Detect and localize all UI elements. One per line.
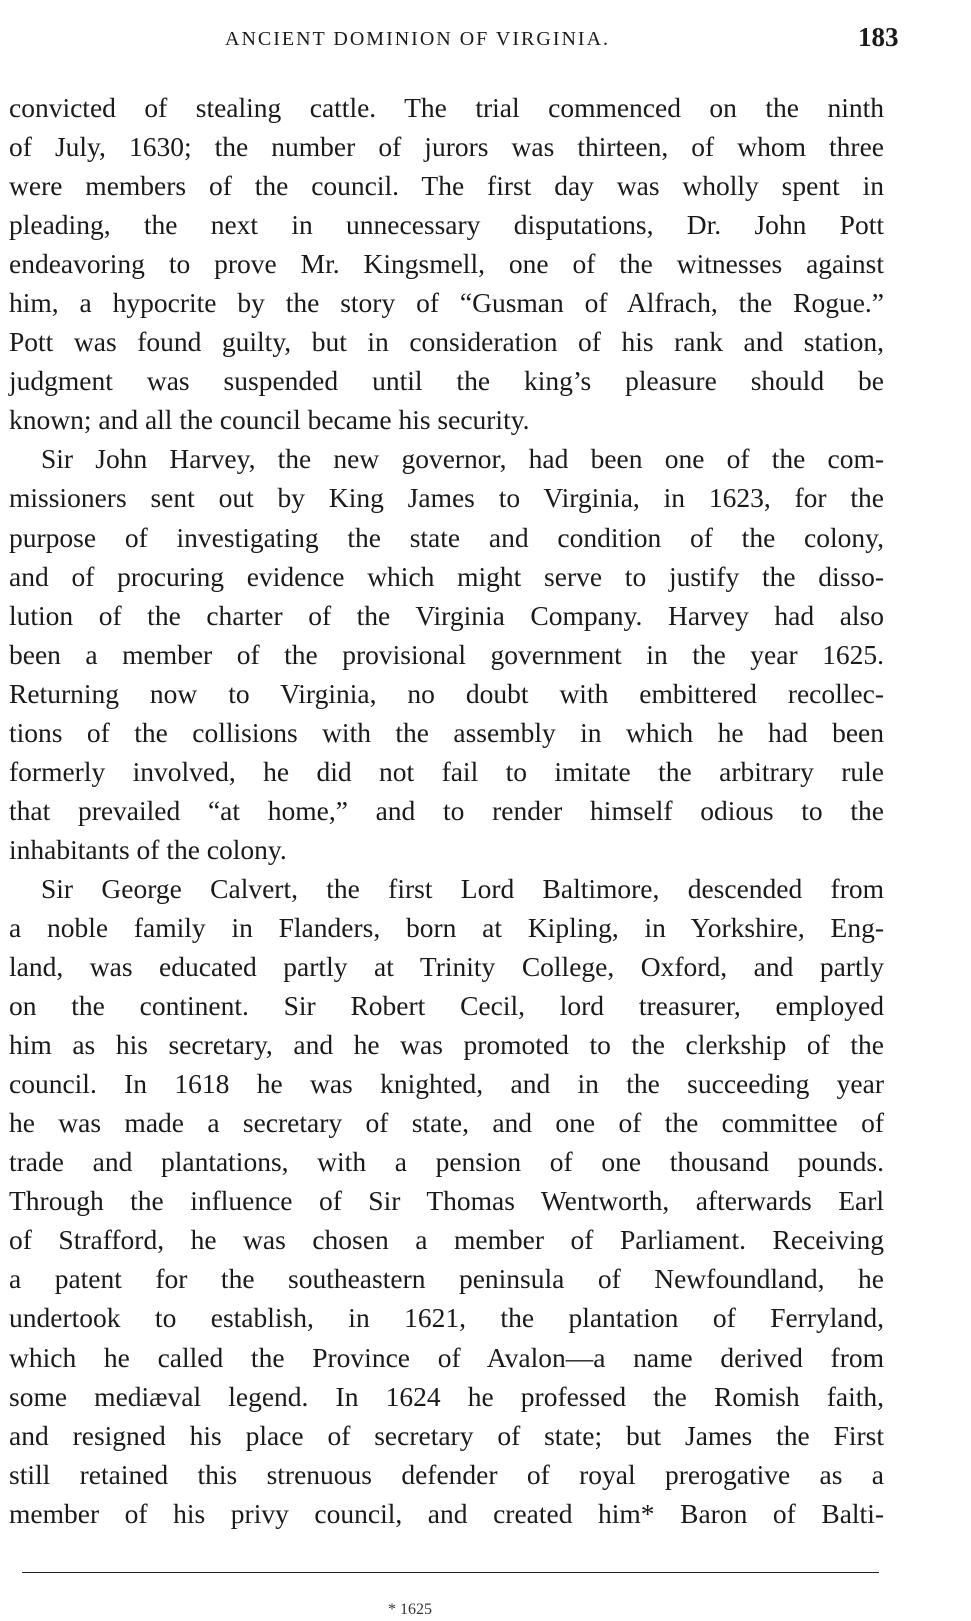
footnote-rule: [22, 1572, 879, 1573]
running-title: ANCIENT DOMINION OF VIRGINIA.: [225, 28, 611, 50]
text-line: endeavoring to prove Mr. Kingsmell, one of the witnesses against: [9, 248, 884, 280]
text-line: which he called the Province of Avalon—a name derived from: [9, 1341, 884, 1373]
text-line: trade and plantations, with a pension of one thousand pounds.: [9, 1146, 884, 1178]
text-line: purpose of investigating the state and condition of the colony,: [9, 521, 884, 553]
text-line: and of procuring evidence which might serve to justify the disso-: [9, 560, 884, 592]
text-line: he was made a secretary of state, and one of the committee of: [9, 1107, 884, 1139]
text-line: Pott was found guilty, but in consideration of his rank and station,: [9, 326, 884, 358]
text-line: a noble family in Flanders, born at Kipling, in Yorkshire, Eng-: [9, 911, 884, 943]
text-line: pleading, the next in unnecessary disputations, Dr. John Pott: [9, 209, 884, 241]
text-line: convicted of stealing cattle. The trial commenced on the ninth: [9, 92, 884, 123]
text-line: known; and all the council became his security.: [9, 404, 530, 436]
text-line: of July, 1630; the number of jurors was thirteen, of whom three: [9, 131, 884, 163]
text-line: land, was educated partly at Trinity College, Oxford, and partly: [9, 951, 884, 983]
text-line: on the continent. Sir Robert Cecil, lord treasurer, employed: [9, 990, 884, 1022]
text-line: Sir George Calvert, the first Lord Baltimore, descended from: [41, 872, 884, 904]
text-line: that prevailed “at home,” and to render himself odious to the: [9, 794, 884, 826]
text-line: member of his privy council, and created him* Baron of Balti-: [9, 1497, 884, 1529]
text-line: were members of the council. The first day was wholly spent in: [9, 170, 884, 202]
text-line: Sir John Harvey, the new governor, had been one of the com-: [41, 443, 884, 475]
text-line: some mediæval legend. In 1624 he professed the Romish faith,: [9, 1380, 884, 1412]
running-head: [0, 22, 971, 58]
text-line: lution of the charter of the Virginia Company. Harvey had also: [9, 599, 884, 631]
text-line: inhabitants of the colony.: [9, 833, 287, 865]
text-line: council. In 1618 he was knighted, and in the succeeding year: [9, 1068, 884, 1100]
text-line: judgment was suspended until the king’s pleasure should be: [9, 365, 884, 397]
text-line: him as his secretary, and he was promoted to the clerkship of the: [9, 1029, 884, 1061]
text-line: missioners sent out by King James to Virginia, in 1623, for the: [9, 482, 884, 514]
text-line: and resigned his place of secretary of state; but James the First: [9, 1419, 884, 1451]
text-line: a patent for the southeastern peninsula of Newfoundland, he: [9, 1263, 884, 1295]
text-line: tions of the collisions with the assembly in which he had been: [9, 716, 884, 748]
text-line: him, a hypocrite by the story of “Gusman of Alfrach, the Rogue.”: [9, 287, 884, 319]
text-line: of Strafford, he was chosen a member of Parliament. Receiving: [9, 1224, 884, 1256]
page-number: 183: [858, 22, 899, 52]
footnote-fragment: * 1625: [388, 1601, 432, 1618]
text-line: undertook to establish, in 1621, the plantation of Ferryland,: [9, 1302, 884, 1334]
text-line: still retained this strenuous defender of royal prerogative as a: [9, 1458, 884, 1490]
body-text: [9, 88, 884, 1533]
text-line: Returning now to Virginia, no doubt with embittered recollec-: [9, 677, 884, 709]
text-line: Through the influence of Sir Thomas Wentworth, afterwards Earl: [9, 1185, 884, 1217]
text-line: been a member of the provisional government in the year 1625.: [9, 638, 884, 670]
text-line: formerly involved, he did not fail to imitate the arbitrary rule: [9, 755, 884, 787]
